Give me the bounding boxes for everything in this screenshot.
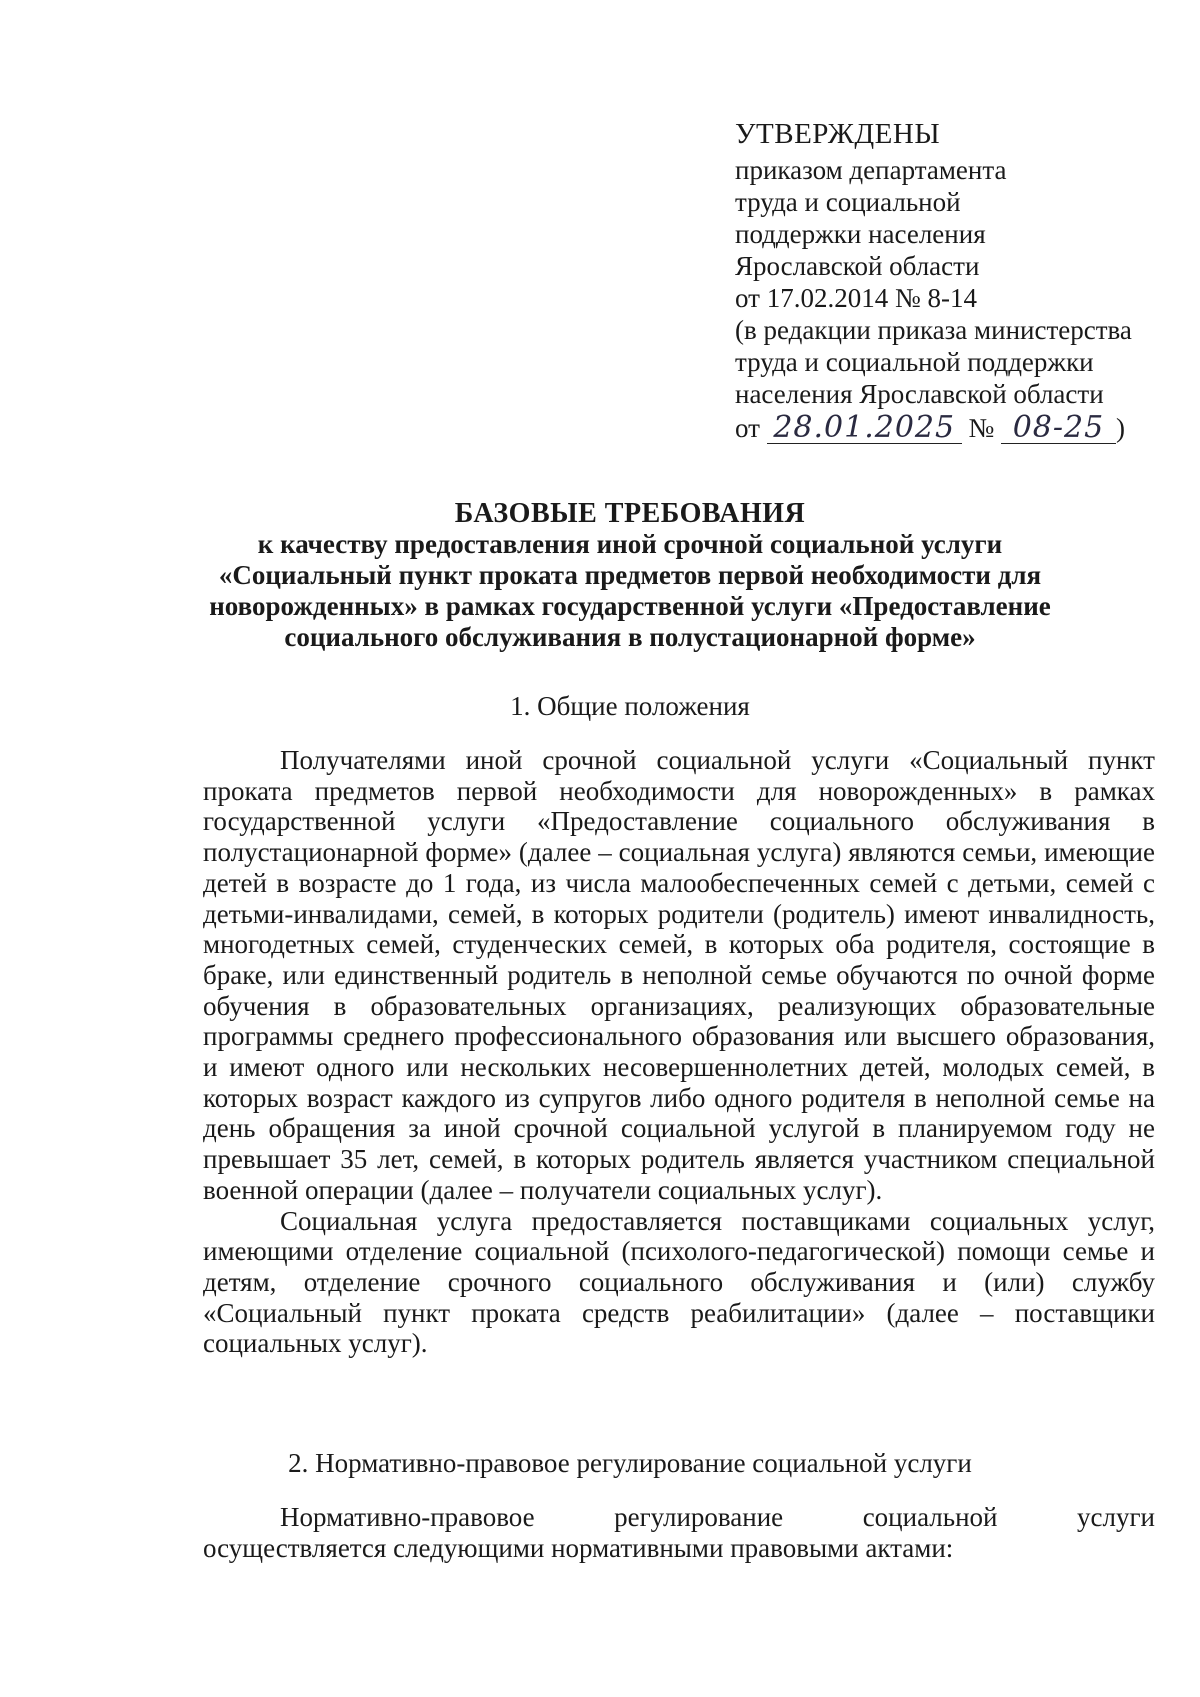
section-1-body — [203, 745, 1155, 1359]
approval-line: приказом департамента — [735, 155, 1007, 185]
paragraph-line: Нормативно-правовое регулирование социальной услуги — [280, 1502, 1155, 1532]
approval-line: труда и социальной поддержки — [735, 347, 1094, 377]
handwritten-date: 28.01.2025 — [767, 413, 962, 444]
approval-line: Ярославской области — [735, 251, 980, 281]
approval-line: поддержки населения — [735, 219, 986, 249]
section-1-heading: 1. Общие положения — [510, 691, 750, 721]
section-2-body — [203, 1502, 1155, 1563]
title-main: БАЗОВЫЕ ТРЕБОВАНИЯ — [454, 498, 806, 529]
paragraph-line: осуществляется следующими нормативными правовыми актами: — [203, 1532, 954, 1563]
title-line: к качеству предоставления иной срочной социальной услуги — [257, 529, 1003, 559]
document-title — [170, 498, 1090, 653]
title-line: новорожденных» в рамках государственной услуги «Предоставление — [209, 591, 1051, 621]
paragraph: Социальная услуга предоставляется поставщиками социальных услуг, имеющими отделение социальной (психолого-педагогической) помощи семье и детям, отделение срочного социального обслуживания и (или) службу «Социальный пункт проката средств реабилитации» (далее – поставщики социальных услуг). — [203, 1205, 1155, 1359]
title-line: «Социальный пункт проката предметов первой необходимости для — [218, 560, 1042, 590]
closing-paren: ) — [1115, 413, 1125, 443]
number-label: № — [968, 413, 995, 443]
approval-heading: УТВЕРЖДЕНЫ — [735, 118, 941, 150]
approval-block — [735, 116, 1155, 444]
approval-line: от 17.02.2014 № 8-14 — [735, 283, 977, 313]
approval-line: (в редакции приказа министерства — [735, 315, 1132, 345]
approval-line: населения Ярославской области — [735, 379, 1104, 409]
title-line: социального обслуживания в полустационарной форме» — [284, 622, 976, 652]
ot-label: от — [735, 413, 760, 443]
approval-amendment-line — [735, 412, 1155, 444]
handwritten-number: 08-25 — [1001, 413, 1116, 444]
approval-line: труда и социальной — [735, 187, 961, 217]
section-2-heading: 2. Нормативно-правовое регулирование социальной услуги — [288, 1448, 972, 1478]
paragraph: Получателями иной срочной социальной услуги «Социальный пункт проката предметов первой необходимости для новорожденных» в рамках государственной услуги «Предоставление социального обслуживания в полустационарной форме» (далее – социальная услуга) являются семьи, имеющие детей в возрасте до 1 года, из числа малообеспеченных семей с детьми, семей с детьми-инвалидами, семей, в которых родители (родитель) имеют инвалидность, многодетных семей, студенческих семей, в которых оба родителя, состоящие в браке, или единственный родитель в неполной семье обучаются по очной форме обучения в образовательных организациях, реализующих образовательные программы среднего профессионального образования или высшего образования, и имеют одного или нескольких несовершеннолетних детей, молодых семей, в которых возраст каждого из супругов либо одного родителя в неполной семье на день обращения за иной срочной социальной услугой в планируемом году не превышает 35 лет, семей, в которых родитель является участником специальной военной операции (далее – получатели социальных услуг). — [203, 745, 1155, 1205]
